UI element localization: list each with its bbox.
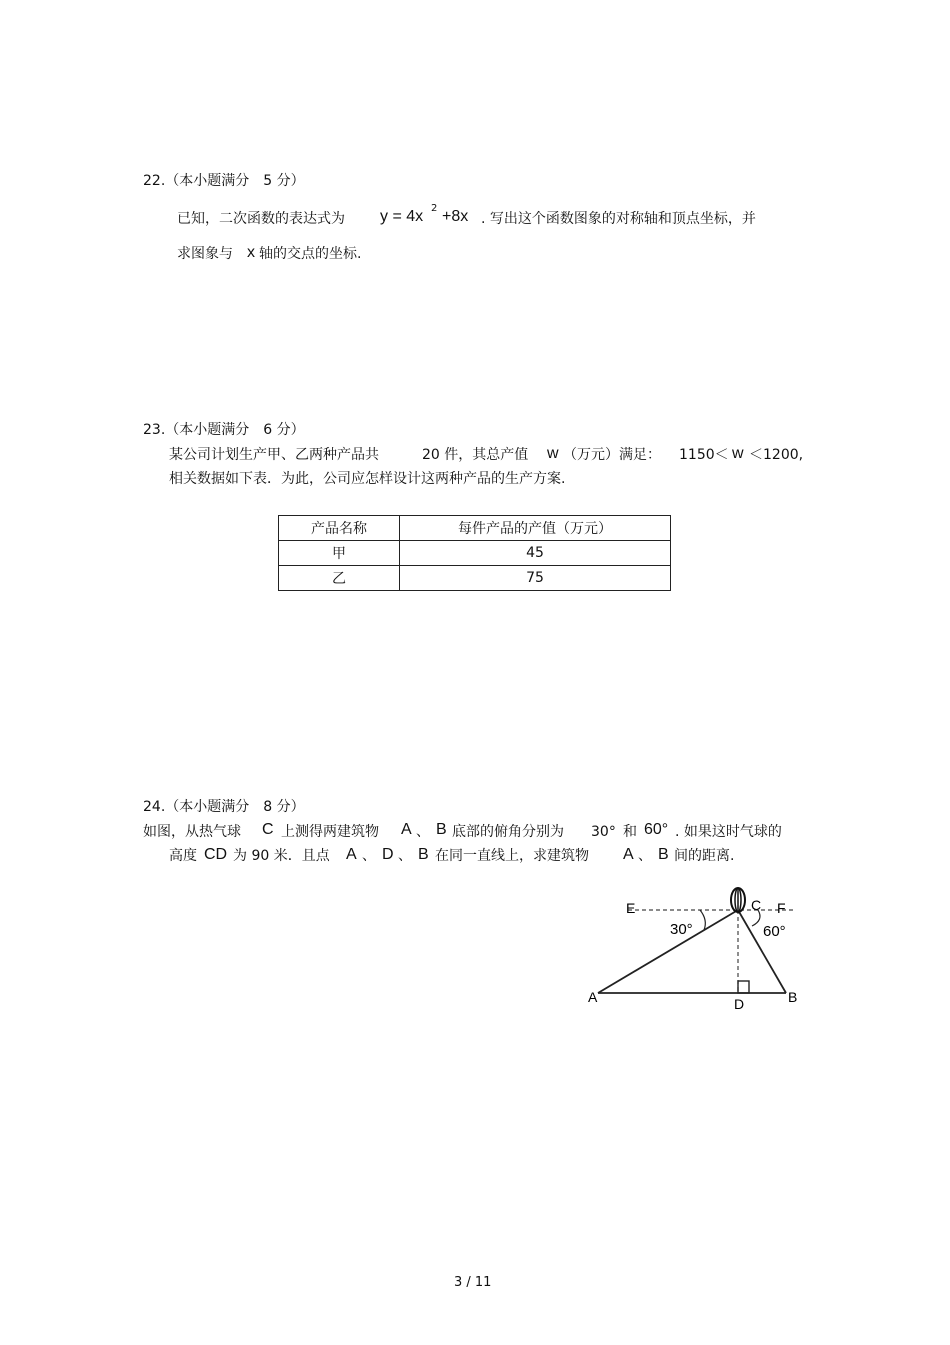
- q23-line1-count: 20 件，其总产值: [422, 447, 529, 463]
- q22-header: 22.（本小题满分 5 分）: [143, 173, 305, 189]
- table-header-cell: 产品名称: [279, 516, 400, 541]
- q24-point-b: B: [418, 846, 429, 863]
- q22-line2-text: 求图象与: [177, 246, 233, 262]
- q24-line2-part2: 为 90 米．且点: [233, 848, 330, 864]
- q24-angle-60: 60°: [644, 821, 669, 838]
- table-cell: 45: [400, 541, 671, 566]
- label-e: E: [626, 900, 636, 916]
- balloon-geometry-figure: [580, 880, 810, 1015]
- q24-separator: 、: [398, 848, 412, 864]
- q24-line1-part2: 上测得两建筑物: [281, 824, 379, 840]
- q24-point-b: B: [658, 846, 669, 863]
- label-d: D: [734, 996, 745, 1012]
- q23-w-variable: w: [547, 445, 559, 462]
- q24-point-d: D: [382, 846, 394, 863]
- hot-air-balloon-icon: [731, 888, 745, 912]
- q22-line1-text: 已知，二次函数的表达式为: [177, 211, 345, 227]
- q24-point-c: C: [262, 821, 274, 838]
- q24-line2-part3: 在同一直线上，求建筑物: [435, 848, 589, 864]
- q24-separator: 、: [638, 848, 652, 864]
- label-angle-60: 60°: [763, 923, 786, 940]
- q24-point-b: B: [436, 821, 447, 838]
- q24-angle-30: 30°: [591, 824, 616, 840]
- right-angle-mark: [738, 981, 749, 993]
- q23-line1-text: 某公司计划生产甲、乙两种产品共: [169, 447, 379, 463]
- label-c: C: [751, 897, 762, 913]
- table-cell: 75: [400, 566, 671, 591]
- q24-separator: 、: [362, 848, 376, 864]
- q22-x-variable: x: [247, 244, 255, 261]
- q24-line1-text: 如图，从热气球: [143, 824, 241, 840]
- q24-and: 和: [623, 824, 637, 840]
- table-row: [279, 541, 671, 566]
- q23-line1-unit: （万元）满足：: [563, 447, 661, 463]
- label-a: A: [588, 989, 598, 1005]
- q22-line2-rest: 轴的交点的坐标.: [259, 246, 362, 262]
- q23-header: 23.（本小题满分 6 分）: [143, 422, 305, 438]
- q22-line1-rest: . 写出这个函数图象的对称轴和顶点坐标，并: [481, 211, 756, 227]
- angle-arc-30: [700, 910, 705, 930]
- table-header-row: [279, 516, 671, 541]
- q22-formula-part2: +8x: [442, 208, 469, 225]
- q23-line2-text: 相关数据如下表．为此，公司应怎样设计这两种产品的生产方案.: [169, 471, 566, 487]
- q24-point-a: A: [346, 846, 357, 863]
- table-header-cell: 每件产品的产值（万元）: [400, 516, 671, 541]
- q23-line1-upper: ＜1200,: [749, 447, 804, 463]
- q22-formula-part1: y = 4x: [380, 208, 424, 225]
- page-number: 3 / 11: [454, 1275, 492, 1290]
- q24-line2-text: 高度: [169, 848, 197, 864]
- q24-line1-part3: 底部的俯角分别为: [452, 824, 564, 840]
- q22-formula-exponent: 2: [431, 203, 438, 214]
- q24-segment-cd: CD: [204, 846, 228, 863]
- table-row: [279, 566, 671, 591]
- table-cell: 乙: [279, 566, 400, 591]
- q23-w-variable-2: w: [732, 445, 744, 462]
- q24-point-a: A: [623, 846, 634, 863]
- q24-line1-rest: . 如果这时气球的: [675, 824, 782, 840]
- line-ca: [598, 910, 738, 993]
- label-angle-30: 30°: [670, 921, 693, 938]
- label-b: B: [788, 989, 798, 1005]
- q23-line1-lower: 1150＜: [679, 447, 729, 463]
- table-cell: 甲: [279, 541, 400, 566]
- q24-separator: 、: [416, 824, 430, 840]
- product-value-table: [278, 515, 671, 591]
- label-f: F: [777, 900, 786, 916]
- q24-line2-rest: 间的距离.: [674, 848, 735, 864]
- q24-header: 24.（本小题满分 8 分）: [143, 799, 305, 815]
- q24-point-a: A: [401, 821, 412, 838]
